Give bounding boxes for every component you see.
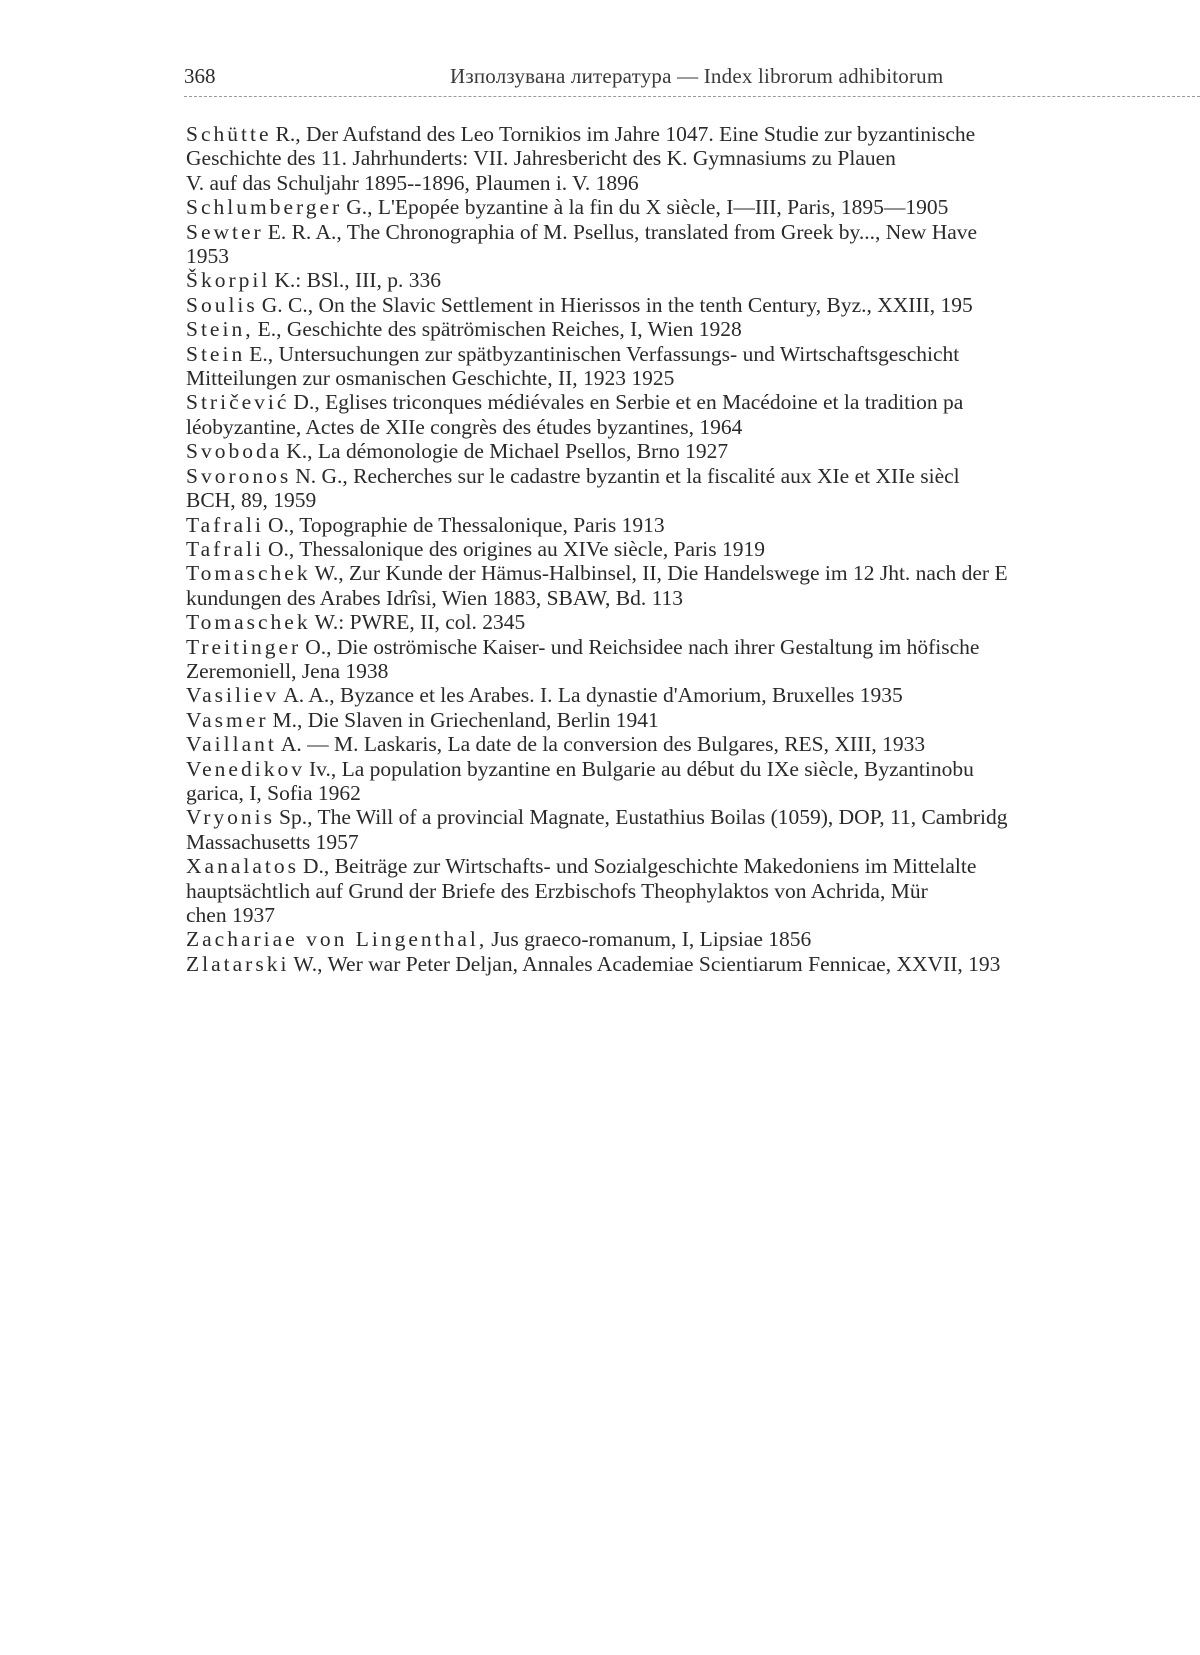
entry-text: BCH, 89, 1959 (186, 488, 317, 513)
bibliography-entry (186, 342, 1200, 391)
entry-author: Tomaschek (186, 561, 311, 586)
entry-text: E., Untersuchungen zur spätbyzantinischen Verfassungs- und Wirtschaftsgeschicht (249, 341, 960, 366)
entry-text: kundungen des Arabes Idrîsi, Wien 1883, SBAW, Bd. 113 (186, 585, 684, 610)
entry-text: Massachusetts 1957 (186, 829, 359, 854)
entry-first-line (186, 707, 1200, 732)
entry-first-line (186, 927, 1200, 952)
bibliography-list (186, 122, 1200, 976)
bibliography-entry (186, 683, 1200, 707)
entry-continuation-line (186, 488, 1200, 513)
bibliography-entry (186, 635, 1200, 684)
entry-first-line (186, 536, 1200, 561)
entry-continuation-line (186, 658, 1200, 683)
entry-first-line (186, 512, 1200, 537)
bibliography-entry (186, 610, 1200, 634)
entry-first-line (186, 195, 1200, 220)
entry-author: Zlatarski (186, 951, 290, 976)
entry-text: 1953 (186, 244, 229, 269)
bibliography-entry (186, 122, 1200, 195)
entry-author: Škorpil (186, 268, 271, 293)
entry-text: G., L'Epopée byzantine à la fin du X siècle, I—III, Paris, 1895—1905 (346, 195, 949, 220)
entry-text: Geschichte des 11. Jahrhunderts: VII. Jahresbericht des K. Gymnasiums zu Plauen (186, 146, 896, 171)
running-head (184, 60, 1200, 92)
entry-author: Zachariae von Lingenthal, (186, 927, 488, 952)
bibliography-entry (186, 757, 1200, 806)
bibliography-entry (186, 317, 1200, 341)
entry-author: Vasmer (186, 707, 269, 732)
entry-continuation-line (186, 244, 1200, 269)
entry-continuation-line (186, 878, 1200, 903)
entry-continuation-line (186, 903, 1200, 927)
entry-author: Tomaschek (186, 610, 311, 635)
entry-text: W.: PWRE, II, col. 2345 (314, 610, 526, 635)
entry-text: A. — M. Laskaris, La date de la conversion des Bulgares, RES, XIII, 1933 (280, 732, 926, 757)
entry-first-line (186, 463, 1200, 488)
entry-author: Venedikov (186, 756, 305, 781)
entry-author: Treitinger (186, 634, 302, 659)
bibliography-entry (186, 390, 1200, 439)
bibliography-entry (186, 293, 1200, 317)
bibliography-entry (186, 708, 1200, 732)
entry-text: Jus graeco-romanum, I, Lipsiae 1856 (491, 927, 812, 952)
bibliography-entry (186, 927, 1200, 951)
entry-author: Svoboda (186, 439, 283, 464)
entry-first-line (186, 854, 1200, 879)
entry-continuation-line (186, 829, 1200, 854)
entry-author: Vryonis (186, 805, 275, 830)
entry-text: R., Der Aufstand des Leo Tornikios im Jahre 1047. Eine Studie zur byzantinische (275, 122, 976, 146)
entry-continuation-line (186, 146, 1200, 171)
bibliography-entry (186, 195, 1200, 219)
entry-first-line (186, 268, 1200, 293)
entry-author: Svoronos (186, 463, 292, 488)
entry-text: V. auf das Schuljahr 1895--1896, Plaumen i. V. 1896 (186, 170, 639, 195)
entry-text: D., Beiträge zur Wirtschafts- und Sozialgeschichte Makedoniens im Mittelalte (302, 854, 977, 879)
entry-text: hauptsächtlich auf Grund der Briefe des Erzbischofs Theophylaktos von Achrida, Mür (186, 878, 928, 903)
entry-first-line (186, 683, 1200, 708)
entry-first-line (186, 756, 1200, 781)
bibliography-entry (186, 805, 1200, 854)
bibliography-entry (186, 220, 1200, 269)
entry-author: Tafrali (186, 536, 264, 561)
entry-first-line (186, 805, 1200, 830)
entry-first-line (186, 341, 1200, 366)
entry-text: K., La démonologie de Michael Psellos, Brno 1927 (286, 439, 729, 464)
entry-text: Iv., La population byzantine en Bulgarie au début du IXe siècle, Byzantinobu (308, 756, 974, 781)
entry-first-line (186, 439, 1200, 464)
bibliography-entry (186, 439, 1200, 463)
entry-continuation-line (186, 414, 1200, 439)
entry-first-line (186, 634, 1200, 659)
entry-first-line (186, 732, 1200, 757)
entry-author: Stričević (186, 390, 290, 415)
bibliography-entry (186, 513, 1200, 537)
entry-text: G. C., On the Slavic Settlement in Hierissos in the tenth Century, Byz., XXIII, 195 (261, 292, 973, 317)
entry-text: O., Die oströmische Kaiser- und Reichsidee nach ihrer Gestaltung im höfische (305, 634, 980, 659)
header-divider (184, 96, 1200, 97)
entry-first-line (186, 292, 1200, 317)
entry-text: Zeremoniell, Jena 1938 (186, 658, 389, 683)
entry-continuation-line (186, 585, 1200, 610)
entry-text: léobyzantine, Actes de XIIe congrès des études byzantines, 1964 (186, 414, 743, 439)
bibliography-entry (186, 537, 1200, 561)
entry-author: Tafrali (186, 512, 264, 537)
entry-first-line (186, 390, 1200, 415)
page-number: 368 (184, 64, 216, 88)
bibliography-entry (186, 268, 1200, 292)
entry-author: Vasiliev (186, 683, 280, 708)
entry-text: O., Thessalonique des origines au XIVe siècle, Paris 1919 (267, 536, 765, 561)
entry-text: E. R. A., The Chronographia of M. Psellus, translated from Greek by..., New Have (267, 219, 978, 244)
entry-continuation-line (186, 780, 1200, 805)
entry-first-line (186, 317, 1200, 342)
entry-first-line (186, 951, 1200, 976)
entry-text: M., Die Slaven in Griechenland, Berlin 1941 (272, 707, 659, 732)
entry-text: chen 1937 (186, 903, 275, 927)
entry-author: Stein (186, 341, 246, 366)
entry-author: Schütte (186, 122, 272, 146)
entry-author: Soulis (186, 292, 258, 317)
entry-text: Sp., The Will of a provincial Magnate, Eustathius Boilas (1059), DOP, 11, Cambridg (279, 805, 1008, 830)
entry-first-line (186, 122, 1200, 146)
entry-author: Stein, (186, 317, 254, 342)
entry-author: Xanalatos (186, 854, 299, 879)
bibliography-entry (186, 952, 1200, 976)
entry-text: garica, I, Sofia 1962 (186, 780, 361, 805)
entry-text: A. A., Byzance et les Arabes. I. La dynastie d'Amorium, Bruxelles 1935 (283, 683, 903, 708)
entry-first-line (186, 561, 1200, 586)
entry-text: K.: BSl., III, p. 336 (274, 268, 441, 293)
entry-first-line (186, 219, 1200, 244)
entry-text: E., Geschichte des spätrömischen Reiches, I, Wien 1928 (257, 317, 742, 342)
bibliography-entry (186, 732, 1200, 756)
entry-continuation-line (186, 366, 1200, 391)
entry-text: N. G., Recherches sur le cadastre byzantin et la fiscalité aux XIe et XIIe siècl (295, 463, 960, 488)
bibliography-entry (186, 854, 1200, 927)
entry-first-line (186, 610, 1200, 635)
entry-author: Sewter (186, 219, 264, 244)
bibliography-entry (186, 561, 1200, 610)
entry-author: Vaillant (186, 732, 277, 757)
entry-text: W., Wer war Peter Deljan, Annales Academiae Scientiarum Fennicae, XXVII, 193 (293, 951, 1001, 976)
entry-continuation-line (186, 170, 1200, 195)
entry-text: O., Topographie de Thessalonique, Paris 1913 (267, 512, 665, 537)
entry-author: Schlumberger (186, 195, 343, 220)
running-title: Използувана литература — Index librorum adhibitorum (450, 64, 944, 88)
bibliography-entry (186, 464, 1200, 513)
entry-text: Mitteilungen zur osmanischen Geschichte, II, 1923 1925 (186, 366, 675, 391)
entry-text: W., Zur Kunde der Hämus-Halbinsel, II, Die Handelswege im 12 Jht. nach der E (314, 561, 1008, 586)
entry-text: D., Eglises triconques médiévales en Serbie et en Macédoine et la tradition pa (293, 390, 964, 415)
